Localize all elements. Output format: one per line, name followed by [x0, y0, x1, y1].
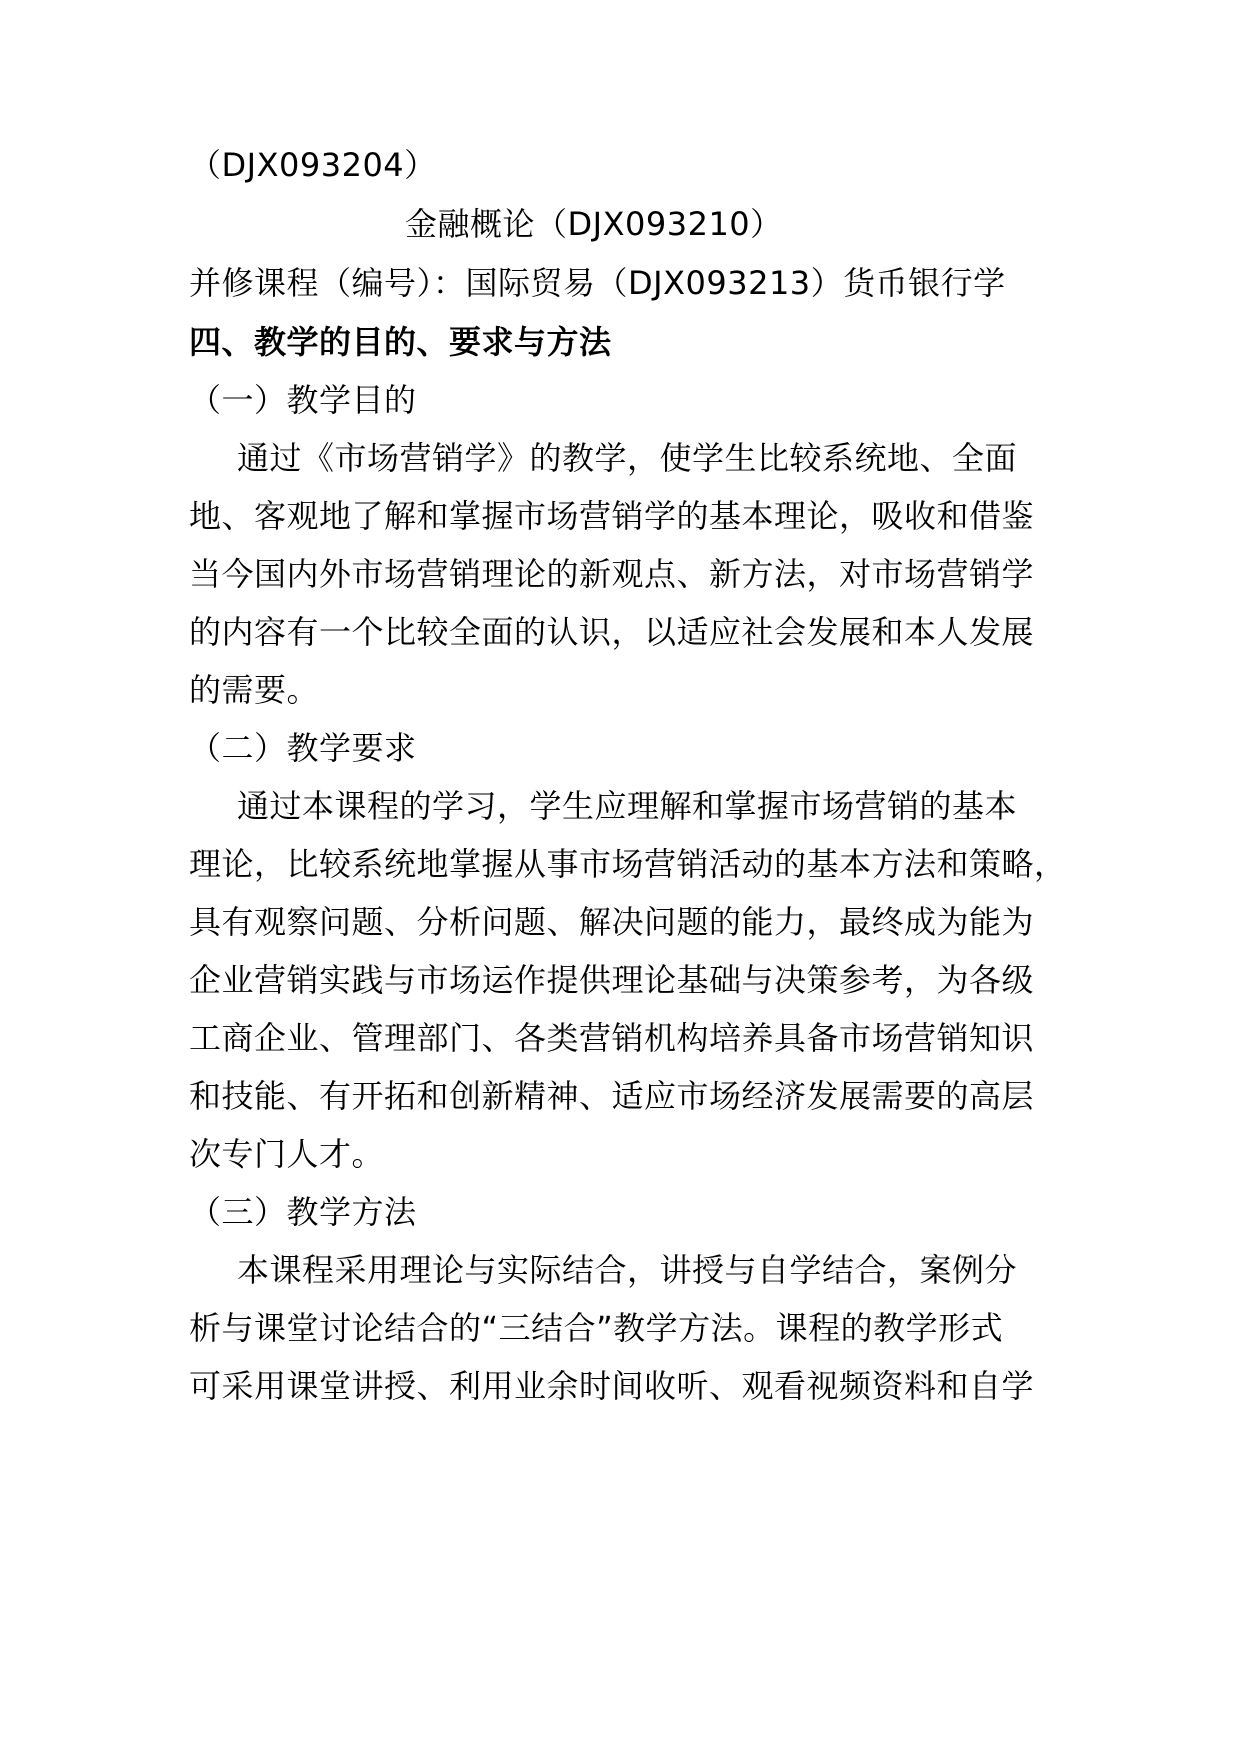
subsection-heading-methods: （三）教学方法 — [189, 1193, 417, 1231]
prerequisite-course: 金融概论（DJX093210） — [405, 205, 783, 243]
paragraph-line: 可采用课堂讲授、利用业余时间收听、观看视频资料和自学 — [189, 1367, 1035, 1405]
subsection-heading-requirements: （二）教学要求 — [189, 729, 417, 767]
paragraph-line: 次专门人才。 — [189, 1135, 385, 1173]
paragraph-line: 的需要。 — [189, 671, 320, 709]
paragraph-line: 理论，比较系统地掌握从事市场营销活动的基本方法和策略， — [189, 845, 1067, 883]
prerequisite-code: （DJX093204） — [189, 146, 437, 184]
paragraph-line: 和技能、有开拓和创新精神、适应市场经济发展需要的高层 — [189, 1077, 1035, 1115]
section-heading: 四、教学的目的、要求与方法 — [189, 323, 612, 361]
paragraph-line: 工商企业、管理部门、各类营销机构培养具备市场营销知识 — [189, 1019, 1035, 1057]
paragraph-line: 通过本课程的学习，学生应理解和掌握市场营销的基本 — [237, 787, 1018, 825]
paragraph-line: 企业营销实践与市场运作提供理论基础与决策参考，为各级 — [189, 961, 1035, 999]
paragraph-line: 具有观察问题、分析问题、解决问题的能力，最终成为能为 — [189, 903, 1035, 941]
subsection-heading-objectives: （一）教学目的 — [189, 381, 417, 419]
paragraph-line: 通过《市场营销学》的教学，使学生比较系统地、全面 — [237, 439, 1018, 477]
corequisite-courses: 并修课程（编号）：国际贸易（DJX093213）货币银行学 — [189, 264, 1006, 302]
paragraph-line: 析与课堂讨论结合的“三结合”教学方法。课程的教学形式 — [189, 1309, 1004, 1347]
paragraph-line: 的内容有一个比较全面的认识，以适应社会发展和本人发展 — [189, 613, 1035, 651]
paragraph-line: 地、客观地了解和掌握市场营销学的基本理论，吸收和借鉴 — [189, 497, 1035, 535]
paragraph-line: 当今国内外市场营销理论的新观点、新方法，对市场营销学 — [189, 555, 1035, 593]
paragraph-line: 本课程采用理论与实际结合，讲授与自学结合，案例分 — [237, 1251, 1018, 1289]
